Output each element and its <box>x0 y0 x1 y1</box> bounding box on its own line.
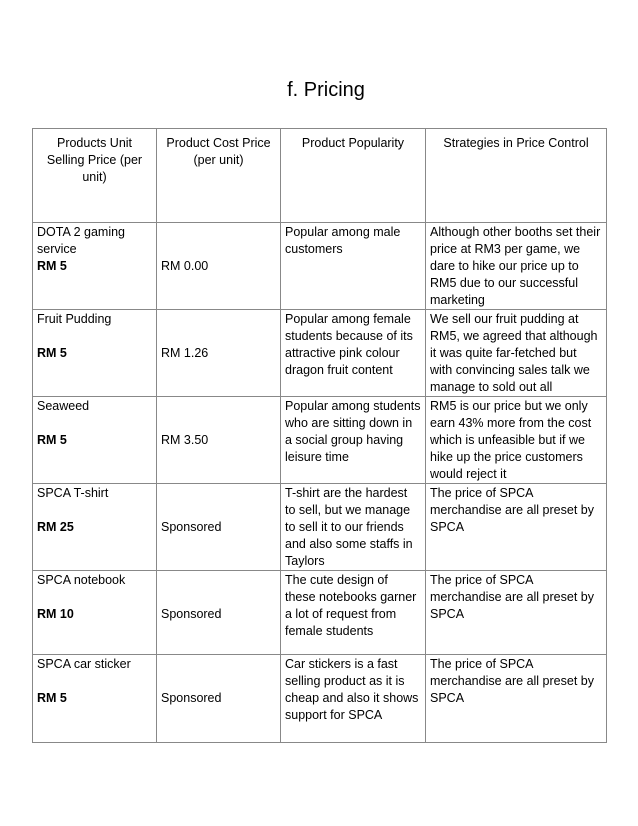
product-cell <box>33 397 157 484</box>
product-name: Fruit Pudding <box>37 312 112 326</box>
popularity-cell: T-shirt are the hardest to sell, but we manage to sell it to our friends and also some staffs in Taylors <box>281 484 426 571</box>
selling-price: RM 25 <box>37 520 74 534</box>
column-header-cost-price: Product Cost Price (per unit) <box>157 129 281 223</box>
cost-cell <box>157 310 281 397</box>
popularity-cell: Popular among female students because of its attractive pink colour dragon fruit content <box>281 310 426 397</box>
popularity-cell: Popular among male customers <box>281 223 426 310</box>
cost-cell <box>157 571 281 655</box>
product-cell <box>33 571 157 655</box>
popularity-cell: Popular among students who are sitting down in a social group having leisure time <box>281 397 426 484</box>
product-name: DOTA 2 gaming service <box>37 225 126 256</box>
strategy-cell: Although other booths set their price at RM3 per game, we dare to hike our price up to RM5 due to our successful marketing <box>426 223 607 310</box>
column-header-selling-price: Products Unit Selling Price (per unit) <box>33 129 157 223</box>
selling-price: RM 10 <box>37 607 74 621</box>
strategy-cell: The price of SPCA merchandise are all preset by SPCA <box>426 484 607 571</box>
cost-cell <box>157 655 281 743</box>
product-name: SPCA notebook <box>37 573 126 587</box>
cost-price: Sponsored <box>161 607 222 621</box>
table-row <box>33 310 607 397</box>
selling-price: RM 5 <box>37 259 67 273</box>
strategy-cell: The price of SPCA merchandise are all preset by SPCA <box>426 655 607 743</box>
cost-price: RM 1.26 <box>161 346 209 360</box>
cost-price: Sponsored <box>161 520 222 534</box>
cost-price: RM 3.50 <box>161 433 209 447</box>
cost-price: RM 0.00 <box>161 259 209 273</box>
column-header-popularity: Product Popularity <box>281 129 426 223</box>
product-name: Seaweed <box>37 399 90 413</box>
cost-cell <box>157 223 281 310</box>
product-name: SPCA T-shirt <box>37 486 109 500</box>
selling-price: RM 5 <box>37 346 67 360</box>
product-cell <box>33 223 157 310</box>
product-cell <box>33 655 157 743</box>
product-cell <box>33 484 157 571</box>
selling-price: RM 5 <box>37 433 67 447</box>
product-name: SPCA car sticker <box>37 657 131 671</box>
strategy-cell: The price of SPCA merchandise are all preset by SPCA <box>426 571 607 655</box>
table-header-row <box>33 129 607 223</box>
cost-price: Sponsored <box>161 691 222 705</box>
table-row <box>33 223 607 310</box>
strategy-cell: RM5 is our price but we only earn 43% more from the cost which is unfeasible but if we hike up the price customers would reject it <box>426 397 607 484</box>
popularity-cell: The cute design of these notebooks garner a lot of request from female students <box>281 571 426 655</box>
table-row <box>33 484 607 571</box>
table-row <box>33 571 607 655</box>
pricing-table <box>32 128 607 743</box>
strategy-cell: We sell our fruit pudding at RM5, we agreed that although it was quite far-fetched but with convincing sales talk we manage to sold out all <box>426 310 607 397</box>
table-row <box>33 397 607 484</box>
selling-price: RM 5 <box>37 691 67 705</box>
section-title: f. Pricing <box>287 79 365 101</box>
popularity-cell: Car stickers is a fast selling product as it is cheap and also it shows support for SPCA <box>281 655 426 743</box>
cost-cell <box>157 484 281 571</box>
table-row <box>33 655 607 743</box>
product-cell <box>33 310 157 397</box>
cost-cell <box>157 397 281 484</box>
column-header-strategies: Strategies in Price Control <box>426 129 607 223</box>
